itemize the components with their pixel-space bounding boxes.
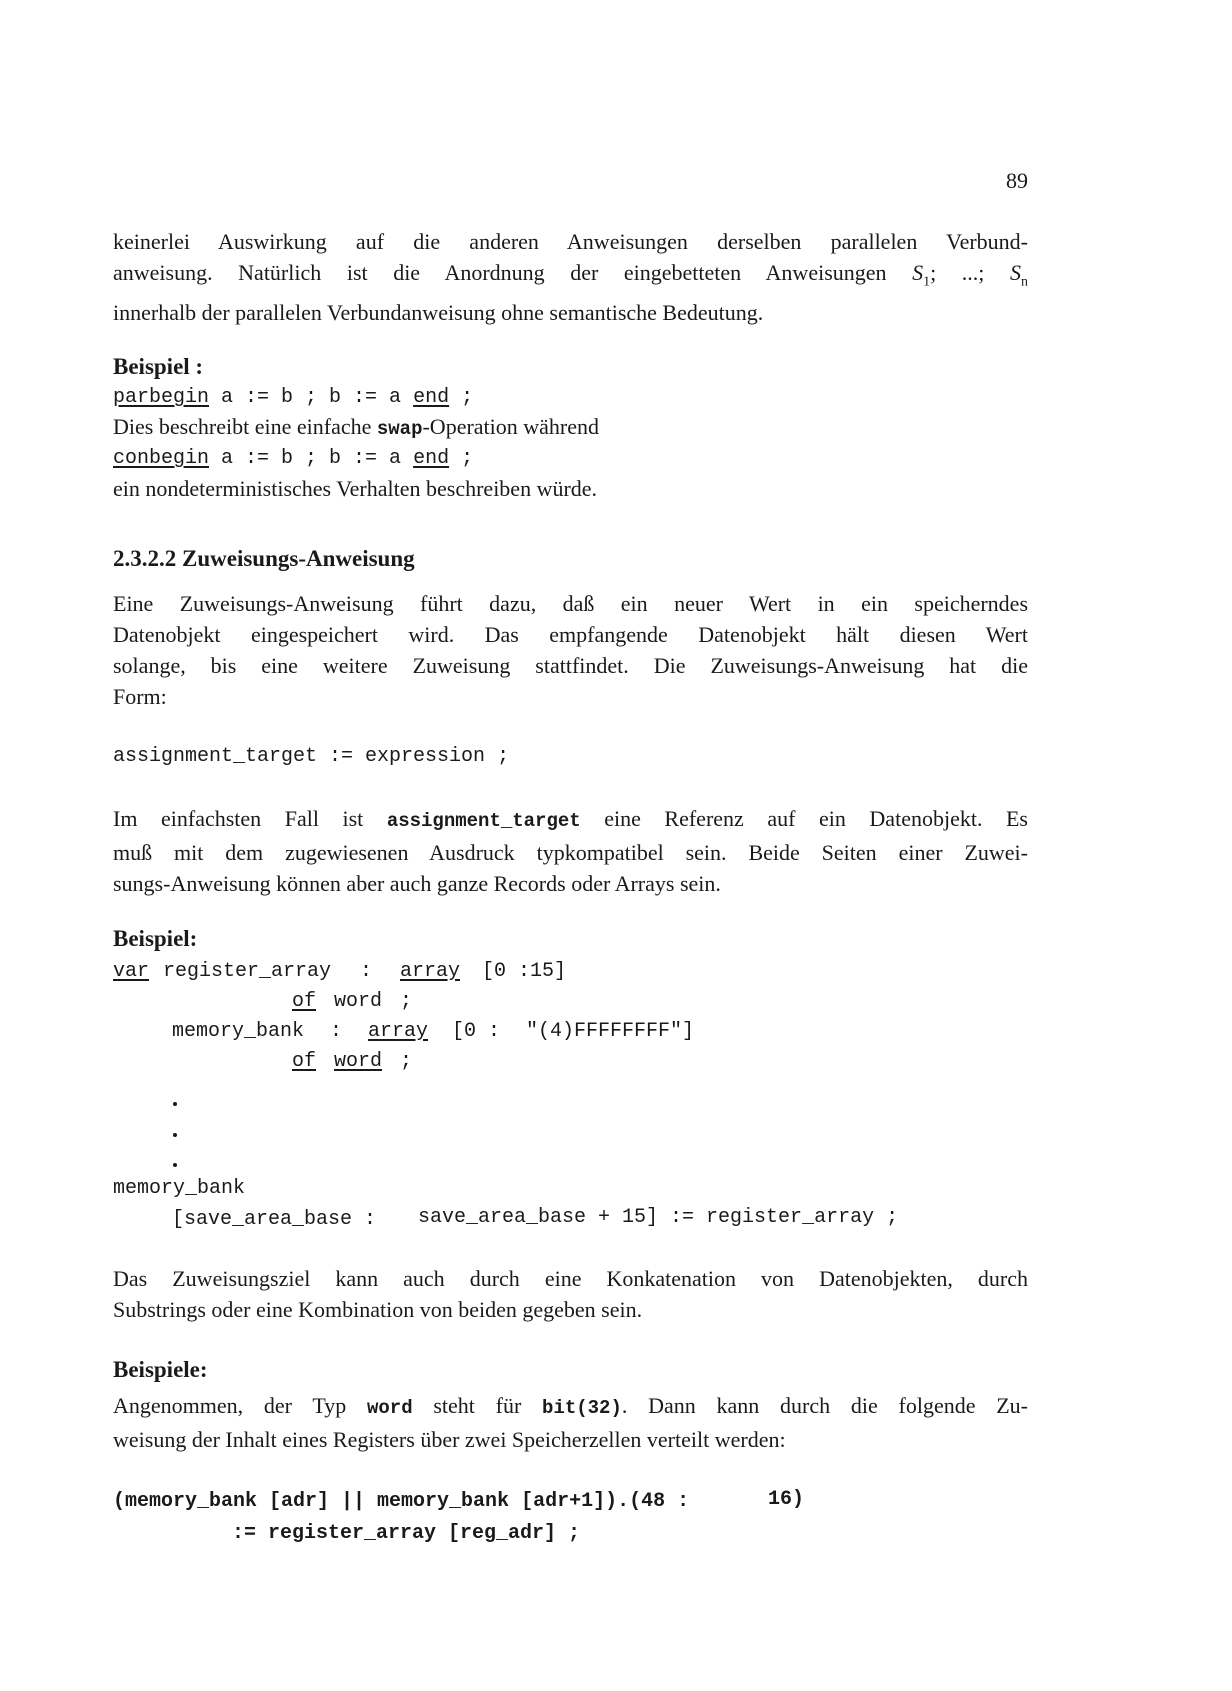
kw-parbegin: parbegin (113, 386, 210, 409)
para3-line-2: Substrings oder eine Kombination von beiden gegeben sein. (113, 1297, 643, 1322)
colon-1: : (360, 960, 373, 983)
section-line-1: Eine Zuweisungs-Anweisung führt dazu, daß ein neuer Wert in ein speicherndes (113, 591, 1028, 616)
para2-line-2: muß mit dem zugewiesenen Ausdruck typkompatibel sein. Beide Seiten einer Zuwei- (113, 840, 1028, 865)
code-mid-2: a := b ; b := a (209, 447, 414, 470)
text1-before: Dies beschreibt eine einfache (113, 414, 377, 439)
kw-end: end (413, 386, 450, 409)
assign-line: [save_area_base : (172, 1208, 377, 1231)
ellipsis-dot-3 (173, 1163, 177, 1167)
word-1: word (334, 990, 383, 1013)
ex3-code-line-1-end: 16) (768, 1488, 805, 1511)
para2-line-1 (113, 803, 1028, 837)
ex3-line-1 (113, 1390, 1028, 1424)
example1-text-1 (113, 414, 599, 440)
intro-line-2-text: anweisung. Natürlich ist die Anordnung der eingebetteten Anweisungen (113, 260, 913, 285)
para3-line-1: Das Zuweisungsziel kann auch durch eine Konkatenation von Datenobjekten, durch (113, 1266, 1028, 1291)
semicolon-1: ; (400, 990, 413, 1013)
code-mid: a := b ; b := a (209, 386, 414, 409)
example1-heading: Beispiel : (113, 354, 204, 379)
ex3-line-2: weisung der Inhalt eines Registers über zwei Speicherzellen verteilt werden: (113, 1427, 786, 1452)
kw-var: var (113, 960, 150, 983)
ex3-code-line-1: (memory_bank [adr] || memory_bank [adr+1]).(48 : (113, 1490, 690, 1513)
section-paragraph (113, 588, 1028, 712)
register-array-name: register_array (163, 960, 332, 983)
intro-line-1: keinerlei Auswirkung auf die anderen Anweisungen derselben parallelen Verbund- (113, 229, 1028, 254)
ex3-code-2: bit(32) (542, 1397, 622, 1419)
semicolon-2: ; (400, 1050, 413, 1073)
example3-heading: Beispiele: (113, 1357, 208, 1382)
section-heading: 2.3.2.2 Zuweisungs-Anweisung (113, 546, 415, 571)
kw-array-1: array (400, 960, 461, 983)
section-line-3: solange, bis eine weitere Zuweisung stattfindet. Die Zuweisungs-Anweisung hat die (113, 653, 1028, 678)
intro-line-3: innerhalb der parallelen Verbundanweisung ohne semantische Bedeutung. (113, 300, 764, 326)
intro-line-2 (113, 257, 1028, 297)
ex3-before: Angenommen, der Typ (113, 1393, 367, 1418)
page-number: 89 (1006, 168, 1028, 193)
kw-of-1: of (292, 990, 317, 1013)
s-subscript-n: n (1021, 274, 1028, 290)
s-symbol: S (912, 260, 924, 285)
ellipsis-dot-2 (173, 1133, 177, 1137)
para2-after: eine Referenz auf ein Datenobjekt. Es (580, 806, 1028, 831)
example2-heading: Beispiel: (113, 926, 198, 951)
section-line-2: Datenobjekt eingespeichert wird. Das empfangende Datenobjekt hält diesen Wert (113, 622, 1028, 647)
s-subscript-1: 1 (923, 274, 931, 290)
paragraph-3 (113, 1263, 1028, 1325)
ex3-after: . Dann kann durch die folgende Zu- (621, 1393, 1028, 1418)
code-tail-2: ; (449, 447, 474, 470)
var-line (113, 960, 149, 983)
ex3-code-line-2: := register_array [reg_adr] ; (232, 1522, 581, 1545)
example1-text-2: ein nondeterministisches Verhalten beschreiben würde. (113, 476, 598, 501)
assign-target: memory_bank (113, 1177, 246, 1200)
separator: ; ...; (930, 260, 1010, 285)
section-line-4: Form: (113, 684, 167, 709)
range-2-start: [0 : (452, 1020, 501, 1043)
example1-parbegin-line (113, 386, 473, 409)
para2-line-3: sungs-Anweisung können aber auch ganze Records oder Arrays sein. (113, 871, 721, 896)
form-code: assignment_target := expression ; (113, 745, 510, 768)
s-symbol-n: S (1010, 260, 1021, 285)
colon-2: : (330, 1020, 343, 1043)
range-1: [0 :15] (482, 960, 567, 983)
kw-conbegin: conbegin (113, 447, 210, 470)
memory-bank-name: memory_bank (172, 1020, 305, 1043)
text1-after: -Operation während (422, 414, 600, 439)
kw-array-2: array (368, 1020, 429, 1043)
assign-rest: save_area_base + 15] := register_array ; (418, 1206, 899, 1229)
kw-of-2: of (292, 1050, 317, 1073)
ex3-code-1: word (366, 1397, 413, 1419)
example3-paragraph (113, 1390, 1028, 1455)
text1-code: swap (376, 418, 423, 440)
para2-code: assignment_target (386, 810, 581, 832)
code-tail: ; (449, 386, 474, 409)
paragraph-2 (113, 803, 1028, 899)
ex3-mid: steht für (412, 1393, 543, 1418)
intro-paragraph (113, 226, 1028, 328)
word-2: word (334, 1050, 383, 1073)
range-2-end: "(4)FFFFFFFF"] (526, 1020, 695, 1043)
para2-before: Im einfachsten Fall ist (113, 806, 387, 831)
ellipsis-dot-1 (173, 1102, 177, 1106)
example1-conbegin-line (113, 447, 473, 470)
kw-end-2: end (413, 447, 450, 470)
